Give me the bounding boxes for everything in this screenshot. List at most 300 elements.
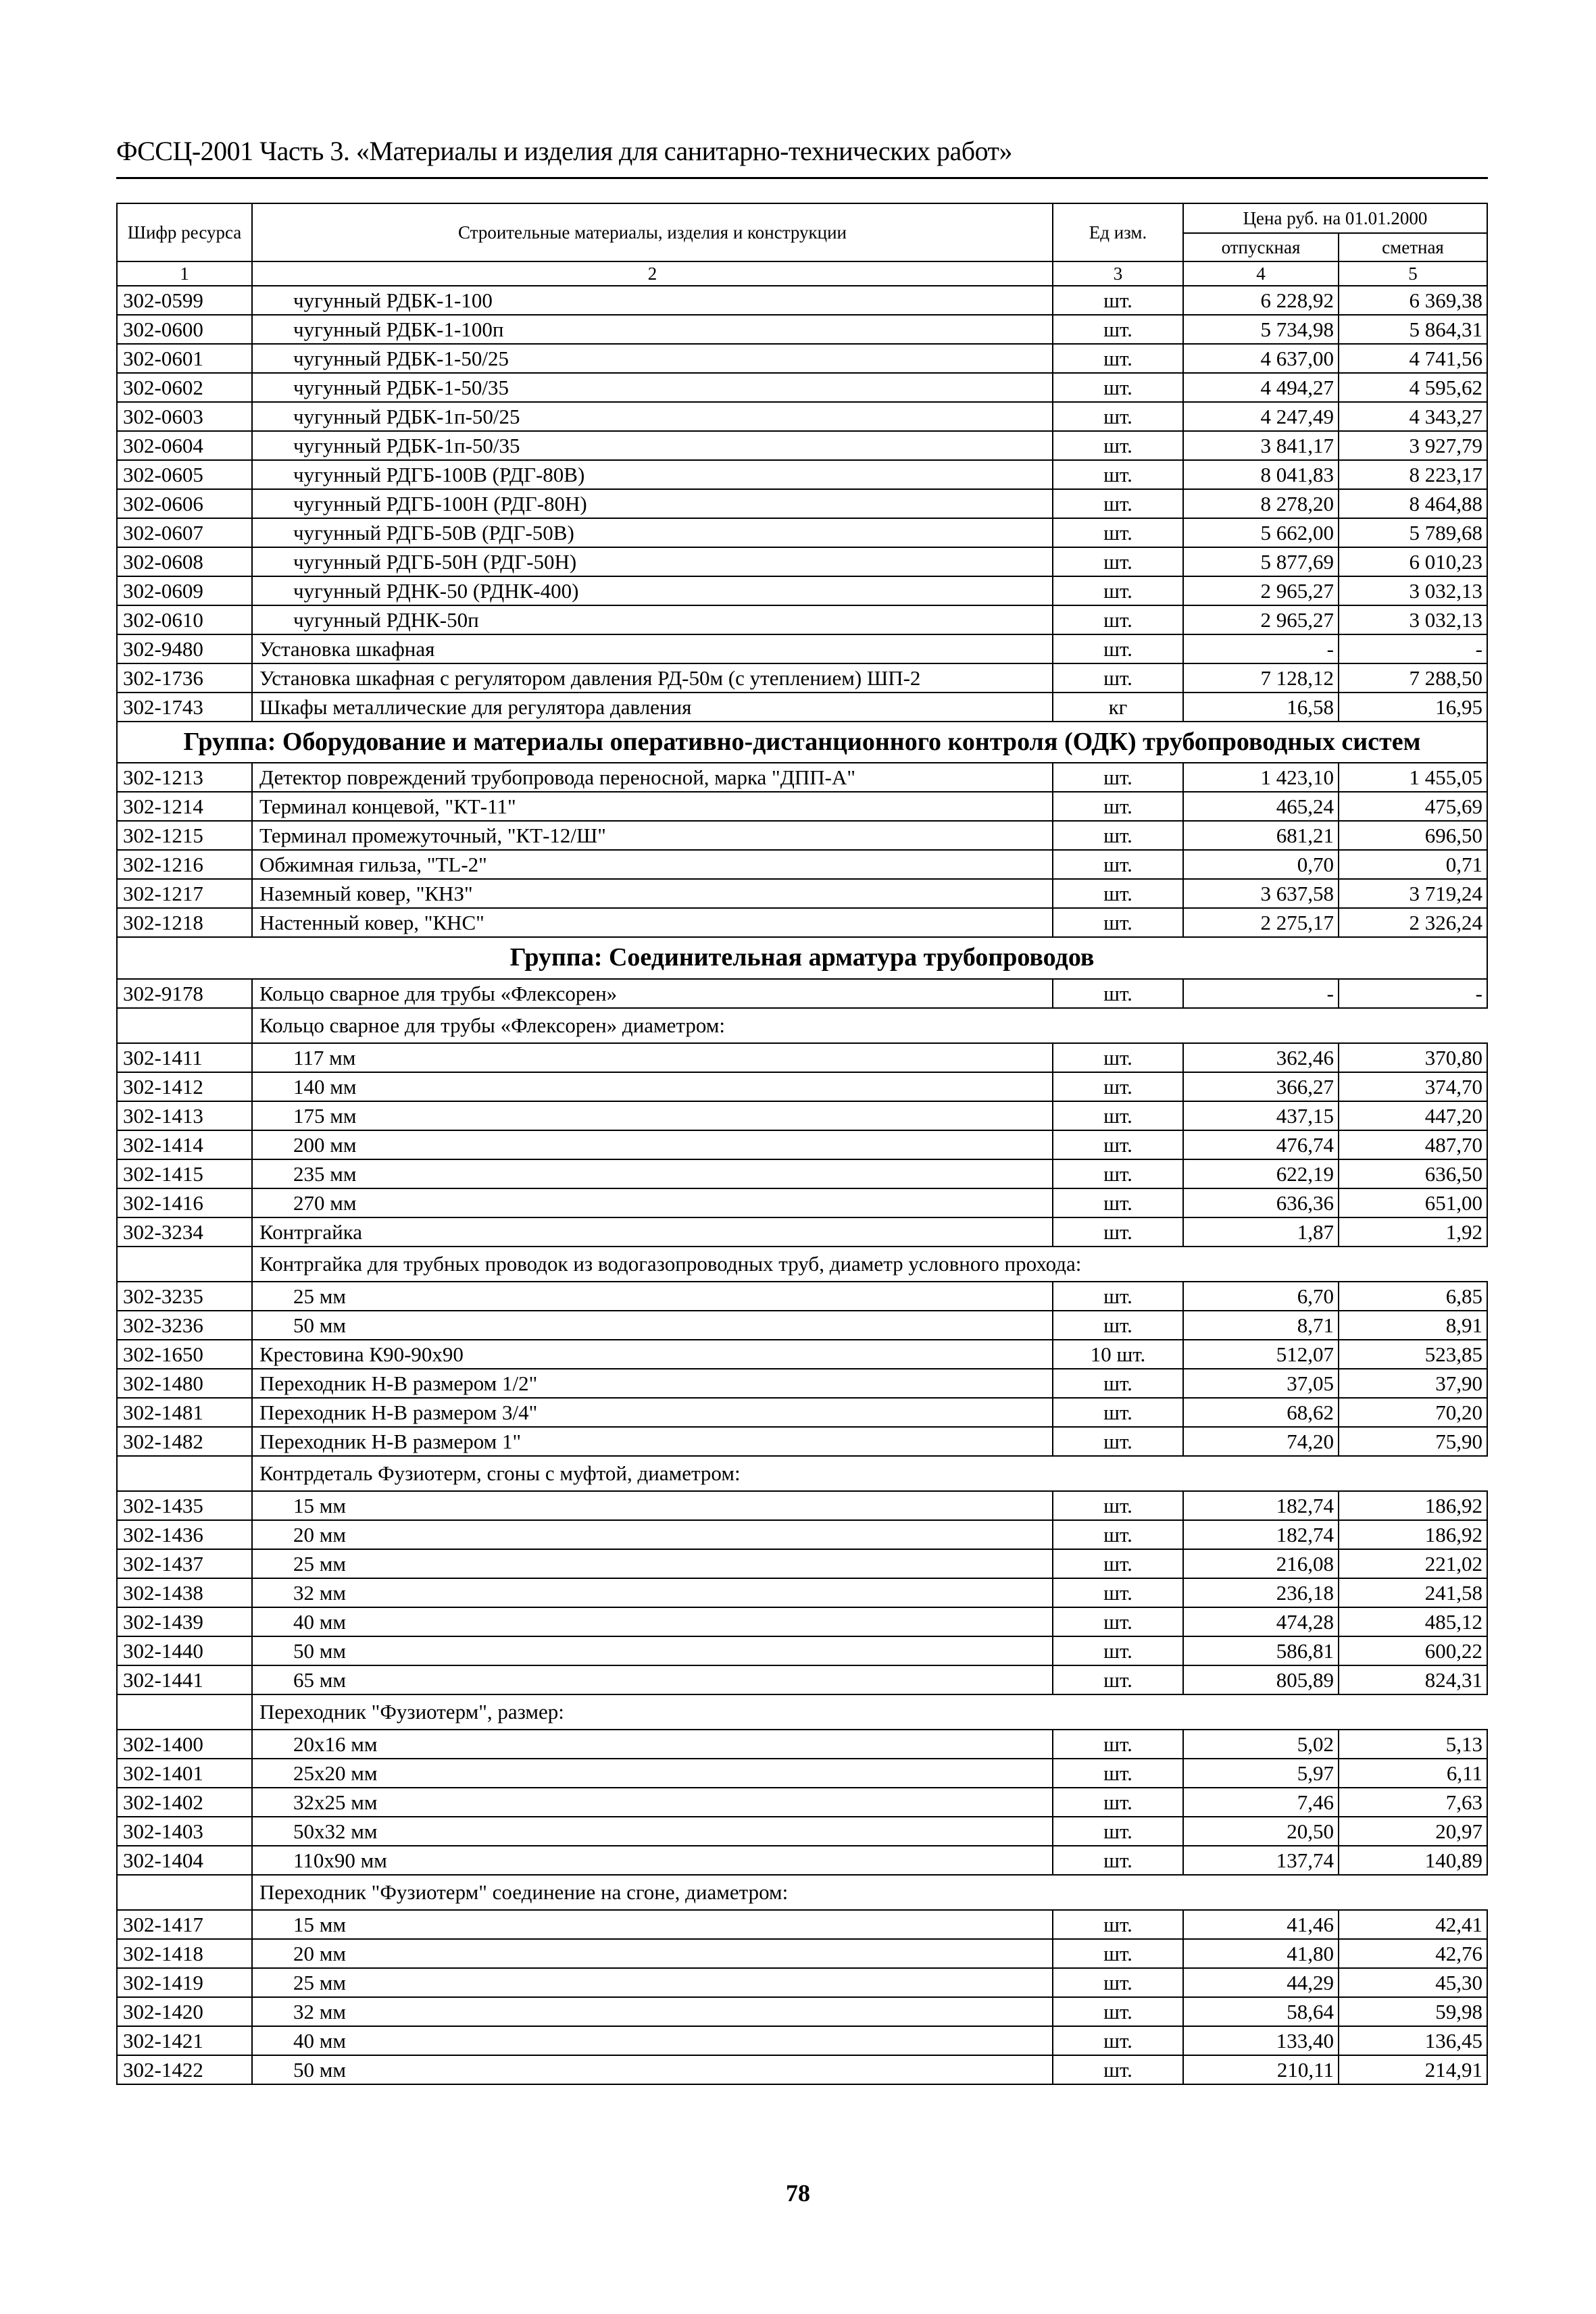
- material-name: Терминал концевой, "КТ-11": [252, 792, 1053, 821]
- table-row: [117, 763, 1487, 792]
- table-row: [117, 1427, 1487, 1456]
- price-estimate: 5,13: [1339, 1730, 1487, 1759]
- material-name: 25 мм: [252, 1968, 1053, 1997]
- price-estimate: 6 369,38: [1339, 286, 1487, 315]
- price-release: 5 734,98: [1183, 315, 1339, 344]
- table-row: [117, 1340, 1487, 1369]
- unit: шт.: [1053, 489, 1183, 518]
- resource-code: 302-1436: [117, 1520, 252, 1549]
- subheader-row: [117, 1008, 1487, 1043]
- price-estimate: 1,92: [1339, 1217, 1487, 1247]
- price-release: 7 128,12: [1183, 663, 1339, 693]
- unit: шт.: [1053, 792, 1183, 821]
- table-row: [117, 1311, 1487, 1340]
- resource-code: 302-0602: [117, 373, 252, 402]
- material-name: 32 мм: [252, 1997, 1053, 2026]
- subheader-row: [117, 1247, 1487, 1282]
- price-estimate: 59,98: [1339, 1997, 1487, 2026]
- resource-code: 302-1743: [117, 693, 252, 722]
- resource-code: 302-1481: [117, 1398, 252, 1427]
- material-name: Переходник Н-В размером 1": [252, 1427, 1053, 1456]
- price-estimate: 5 864,31: [1339, 315, 1487, 344]
- price-estimate: 4 343,27: [1339, 402, 1487, 431]
- resource-code: 302-1421: [117, 2026, 252, 2055]
- group-title: Группа: Оборудование и материалы оперативно-дистанционного контроля (ОДК) трубопроводных систем: [117, 722, 1487, 763]
- resource-code: 302-1650: [117, 1340, 252, 1369]
- price-estimate: 2 326,24: [1339, 908, 1487, 937]
- resource-code: 302-3234: [117, 1217, 252, 1247]
- price-release: 4 637,00: [1183, 344, 1339, 373]
- price-release: 4 247,49: [1183, 402, 1339, 431]
- price-estimate: -: [1339, 634, 1487, 663]
- table-row: [117, 315, 1487, 344]
- table-row: [117, 344, 1487, 373]
- price-estimate: 475,69: [1339, 792, 1487, 821]
- material-name: 25х20 мм: [252, 1759, 1053, 1788]
- table-row: [117, 576, 1487, 605]
- table-row: [117, 1398, 1487, 1427]
- price-estimate: 42,76: [1339, 1939, 1487, 1968]
- price-estimate: 487,70: [1339, 1130, 1487, 1159]
- table-row: [117, 1846, 1487, 1875]
- column-header-price-estimate: сметная: [1339, 233, 1487, 261]
- price-estimate: 5 789,68: [1339, 518, 1487, 547]
- price-release: 8 278,20: [1183, 489, 1339, 518]
- price-release: 465,24: [1183, 792, 1339, 821]
- table-row: [117, 663, 1487, 693]
- price-release: 20,50: [1183, 1817, 1339, 1846]
- resource-code: 302-1418: [117, 1939, 252, 1968]
- price-estimate: -: [1339, 979, 1487, 1008]
- column-number: 2: [252, 261, 1053, 286]
- unit: 10 шт.: [1053, 1340, 1183, 1369]
- table-row: [117, 1817, 1487, 1846]
- price-release: 5 662,00: [1183, 518, 1339, 547]
- price-estimate: 651,00: [1339, 1188, 1487, 1217]
- material-name: чугунный РДГБ-50В (РДГ-50В): [252, 518, 1053, 547]
- resource-code: 302-9178: [117, 979, 252, 1008]
- table-row: [117, 402, 1487, 431]
- material-name: чугунный РДНК-50 (РДНК-400): [252, 576, 1053, 605]
- price-estimate: 696,50: [1339, 821, 1487, 850]
- table-row: [117, 460, 1487, 489]
- unit: шт.: [1053, 763, 1183, 792]
- price-estimate: 485,12: [1339, 1607, 1487, 1636]
- price-estimate: 1 455,05: [1339, 763, 1487, 792]
- price-estimate: 45,30: [1339, 1968, 1487, 1997]
- price-release: 586,81: [1183, 1636, 1339, 1665]
- price-estimate: 6 010,23: [1339, 547, 1487, 576]
- table-row: [117, 373, 1487, 402]
- resource-code: 302-1417: [117, 1910, 252, 1939]
- price-release: 5,02: [1183, 1730, 1339, 1759]
- page-number: 78: [786, 2180, 810, 2207]
- material-name: чугунный РДБК-1-100п: [252, 315, 1053, 344]
- table-row: [117, 1968, 1487, 1997]
- resource-code: 302-1215: [117, 821, 252, 850]
- table-row: [117, 1636, 1487, 1665]
- group-title: Группа: Соединительная арматура трубопроводов: [117, 937, 1487, 978]
- material-name: Переходник Н-В размером 1/2": [252, 1369, 1053, 1398]
- price-release: 2 965,27: [1183, 576, 1339, 605]
- resource-code: 302-1415: [117, 1159, 252, 1188]
- price-estimate: 3 719,24: [1339, 879, 1487, 908]
- resource-code: 302-0607: [117, 518, 252, 547]
- unit: шт.: [1053, 1846, 1183, 1875]
- unit: шт.: [1053, 1282, 1183, 1311]
- unit: шт.: [1053, 1491, 1183, 1520]
- price-release: 805,89: [1183, 1665, 1339, 1694]
- material-name: 50 мм: [252, 2055, 1053, 2084]
- material-name: 117 мм: [252, 1043, 1053, 1072]
- material-name: 20 мм: [252, 1520, 1053, 1549]
- subheader-text: Переходник "Фузиотерм" соединение на сгоне, диаметром:: [252, 1875, 1487, 1910]
- price-release: 210,11: [1183, 2055, 1339, 2084]
- unit: шт.: [1053, 1636, 1183, 1665]
- material-name: Шкафы металлические для регулятора давления: [252, 693, 1053, 722]
- table-row: [117, 2055, 1487, 2084]
- price-release: 41,80: [1183, 1939, 1339, 1968]
- unit: шт.: [1053, 1968, 1183, 1997]
- unit: шт.: [1053, 908, 1183, 937]
- resource-code: 302-1218: [117, 908, 252, 937]
- resource-code: 302-0599: [117, 286, 252, 315]
- price-estimate: 7,63: [1339, 1788, 1487, 1817]
- column-header-code: Шифр ресурса: [117, 203, 252, 261]
- unit: шт.: [1053, 1788, 1183, 1817]
- unit: шт.: [1053, 431, 1183, 460]
- table-row: [117, 1665, 1487, 1694]
- unit: шт.: [1053, 1939, 1183, 1968]
- unit: шт.: [1053, 402, 1183, 431]
- price-estimate: 523,85: [1339, 1340, 1487, 1369]
- table-row: [117, 1788, 1487, 1817]
- material-name: Установка шкафная: [252, 634, 1053, 663]
- material-name: 15 мм: [252, 1491, 1053, 1520]
- table-row: [117, 1578, 1487, 1607]
- table-row: [117, 1130, 1487, 1159]
- resource-code: 302-1413: [117, 1101, 252, 1130]
- unit: шт.: [1053, 1520, 1183, 1549]
- table-row: [117, 850, 1487, 879]
- subheader-text: Кольцо сварное для трубы «Флексорен» диаметром:: [252, 1008, 1487, 1043]
- price-release: 37,05: [1183, 1369, 1339, 1398]
- unit: шт.: [1053, 1997, 1183, 2026]
- unit: шт.: [1053, 286, 1183, 315]
- table-row: [117, 1369, 1487, 1398]
- price-estimate: 374,70: [1339, 1072, 1487, 1101]
- subheader-text: Контргайка для трубных проводок из водогазопроводных труб, диаметр условного прохода:: [252, 1247, 1487, 1282]
- material-name: 40 мм: [252, 2026, 1053, 2055]
- price-estimate: 8 464,88: [1339, 489, 1487, 518]
- group-header-row: [117, 722, 1487, 763]
- price-release: 512,07: [1183, 1340, 1339, 1369]
- table-row: [117, 1549, 1487, 1578]
- price-estimate: 75,90: [1339, 1427, 1487, 1456]
- resource-code: 302-0604: [117, 431, 252, 460]
- resource-code: 302-1411: [117, 1043, 252, 1072]
- table-row: [117, 1188, 1487, 1217]
- price-estimate: 8,91: [1339, 1311, 1487, 1340]
- resource-code: 302-1435: [117, 1491, 252, 1520]
- table-row: [117, 2026, 1487, 2055]
- table-row: [117, 1730, 1487, 1759]
- resource-code: 302-1422: [117, 2055, 252, 2084]
- price-release: 41,46: [1183, 1910, 1339, 1939]
- subheader-text: Переходник "Фузиотерм", размер:: [252, 1694, 1487, 1730]
- unit: шт.: [1053, 821, 1183, 850]
- price-estimate: 3 032,13: [1339, 576, 1487, 605]
- price-release: 58,64: [1183, 1997, 1339, 2026]
- price-estimate: 7 288,50: [1339, 663, 1487, 693]
- price-estimate: 37,90: [1339, 1369, 1487, 1398]
- material-name: чугунный РДБК-1-50/25: [252, 344, 1053, 373]
- price-release: 182,74: [1183, 1491, 1339, 1520]
- material-name: 50 мм: [252, 1311, 1053, 1340]
- table-row: [117, 1910, 1487, 1939]
- resource-code: 302-1412: [117, 1072, 252, 1101]
- price-release: 437,15: [1183, 1101, 1339, 1130]
- unit: шт.: [1053, 605, 1183, 634]
- price-release: 8,71: [1183, 1311, 1339, 1340]
- material-name: 140 мм: [252, 1072, 1053, 1101]
- price-release: 476,74: [1183, 1130, 1339, 1159]
- resource-code: 302-0600: [117, 315, 252, 344]
- material-name: чугунный РДБК-1п-50/25: [252, 402, 1053, 431]
- unit: шт.: [1053, 1101, 1183, 1130]
- resource-code: 302-3236: [117, 1311, 252, 1340]
- resource-code: 302-1401: [117, 1759, 252, 1788]
- table-row: [117, 634, 1487, 663]
- table-row: [117, 1101, 1487, 1130]
- price-release: -: [1183, 634, 1339, 663]
- resource-code: 302-1404: [117, 1846, 252, 1875]
- table-row: [117, 1159, 1487, 1188]
- resource-code: 302-1402: [117, 1788, 252, 1817]
- price-release: 8 041,83: [1183, 460, 1339, 489]
- price-estimate: 6,11: [1339, 1759, 1487, 1788]
- price-estimate: 370,80: [1339, 1043, 1487, 1072]
- column-header-unit: Ед изм.: [1053, 203, 1183, 261]
- price-release: 362,46: [1183, 1043, 1339, 1072]
- material-name: Детектор повреждений трубопровода переносной, марка "ДПП-А": [252, 763, 1053, 792]
- column-number: 5: [1339, 261, 1487, 286]
- resource-code: 302-0610: [117, 605, 252, 634]
- unit: шт.: [1053, 1607, 1183, 1636]
- price-release: 44,29: [1183, 1968, 1339, 1997]
- price-release: 182,74: [1183, 1520, 1339, 1549]
- unit: шт.: [1053, 1427, 1183, 1456]
- table-row: [117, 821, 1487, 850]
- unit: шт.: [1053, 1130, 1183, 1159]
- price-estimate: 20,97: [1339, 1817, 1487, 1846]
- price-estimate: 3 032,13: [1339, 605, 1487, 634]
- unit: шт.: [1053, 2026, 1183, 2055]
- table-row: [117, 1043, 1487, 1072]
- price-release: 1 423,10: [1183, 763, 1339, 792]
- resource-code: 302-1213: [117, 763, 252, 792]
- column-number: 1: [117, 261, 252, 286]
- unit: шт.: [1053, 634, 1183, 663]
- price-release: 74,20: [1183, 1427, 1339, 1456]
- price-release: 133,40: [1183, 2026, 1339, 2055]
- empty-code-cell: [117, 1694, 252, 1730]
- material-name: 50х32 мм: [252, 1817, 1053, 1846]
- resource-code: 302-1416: [117, 1188, 252, 1217]
- price-estimate: 824,31: [1339, 1665, 1487, 1694]
- price-estimate: 241,58: [1339, 1578, 1487, 1607]
- unit: шт.: [1053, 1910, 1183, 1939]
- price-release: 2 965,27: [1183, 605, 1339, 634]
- unit: шт.: [1053, 1578, 1183, 1607]
- material-name: Наземный ковер, "КНЗ": [252, 879, 1053, 908]
- empty-code-cell: [117, 1247, 252, 1282]
- unit: шт.: [1053, 1369, 1183, 1398]
- resource-code: 302-0605: [117, 460, 252, 489]
- material-name: 40 мм: [252, 1607, 1053, 1636]
- resource-code: 302-0603: [117, 402, 252, 431]
- table-row: [117, 286, 1487, 315]
- unit: шт.: [1053, 1398, 1183, 1427]
- price-release: 3 841,17: [1183, 431, 1339, 460]
- price-estimate: 4 741,56: [1339, 344, 1487, 373]
- resource-code: 302-1419: [117, 1968, 252, 1997]
- unit: шт.: [1053, 2055, 1183, 2084]
- unit: шт.: [1053, 1549, 1183, 1578]
- unit: шт.: [1053, 344, 1183, 373]
- resource-code: 302-9480: [117, 634, 252, 663]
- column-number: 3: [1053, 261, 1183, 286]
- unit: шт.: [1053, 979, 1183, 1008]
- material-name: чугунный РДНК-50п: [252, 605, 1053, 634]
- material-name: 15 мм: [252, 1910, 1053, 1939]
- table-row: [117, 605, 1487, 634]
- material-name: Обжимная гильза, "TL-2": [252, 850, 1053, 879]
- price-estimate: 636,50: [1339, 1159, 1487, 1188]
- resource-code: 302-0609: [117, 576, 252, 605]
- price-release: 5 877,69: [1183, 547, 1339, 576]
- table-row: [117, 431, 1487, 460]
- price-release: 137,74: [1183, 1846, 1339, 1875]
- table-row: [117, 908, 1487, 937]
- table-row: [117, 1217, 1487, 1247]
- resource-code: 302-1480: [117, 1369, 252, 1398]
- material-name: чугунный РДБК-1-100: [252, 286, 1053, 315]
- table-row: [117, 693, 1487, 722]
- price-release: 6 228,92: [1183, 286, 1339, 315]
- resource-code: 302-1414: [117, 1130, 252, 1159]
- subheader-row: [117, 1875, 1487, 1910]
- table-row: [117, 1491, 1487, 1520]
- price-estimate: 16,95: [1339, 693, 1487, 722]
- resource-code: 302-1438: [117, 1578, 252, 1607]
- unit: шт.: [1053, 1817, 1183, 1846]
- column-number: 4: [1183, 261, 1339, 286]
- unit: шт.: [1053, 879, 1183, 908]
- unit: шт.: [1053, 1759, 1183, 1788]
- unit: шт.: [1053, 547, 1183, 576]
- column-header-name: Строительные материалы, изделия и конструкции: [252, 203, 1053, 261]
- table-row: [117, 979, 1487, 1008]
- price-estimate: 186,92: [1339, 1520, 1487, 1549]
- price-estimate: 221,02: [1339, 1549, 1487, 1578]
- material-name: 20х16 мм: [252, 1730, 1053, 1759]
- resource-code: 302-1217: [117, 879, 252, 908]
- unit: шт.: [1053, 1217, 1183, 1247]
- material-name: 110х90 мм: [252, 1846, 1053, 1875]
- group-header-row: [117, 937, 1487, 978]
- document-title: ФССЦ-2001 Часть 3. «Материалы и изделия для санитарно-технических работ»: [116, 136, 1013, 166]
- resource-code: 302-1400: [117, 1730, 252, 1759]
- resource-code: 302-1439: [117, 1607, 252, 1636]
- resource-code: 302-1420: [117, 1997, 252, 2026]
- material-name: Настенный ковер, "КНС": [252, 908, 1053, 937]
- price-estimate: 6,85: [1339, 1282, 1487, 1311]
- table-row: [117, 1520, 1487, 1549]
- material-name: Контргайка: [252, 1217, 1053, 1247]
- unit: шт.: [1053, 1311, 1183, 1340]
- material-name: 25 мм: [252, 1282, 1053, 1311]
- table-row: [117, 1282, 1487, 1311]
- material-name: Кольцо сварное для трубы «Флексорен»: [252, 979, 1053, 1008]
- price-estimate: 214,91: [1339, 2055, 1487, 2084]
- price-release: -: [1183, 979, 1339, 1008]
- price-estimate: 140,89: [1339, 1846, 1487, 1875]
- price-estimate: 600,22: [1339, 1636, 1487, 1665]
- price-release: 216,08: [1183, 1549, 1339, 1578]
- material-name: 25 мм: [252, 1549, 1053, 1578]
- price-estimate: 3 927,79: [1339, 431, 1487, 460]
- price-release: 0,70: [1183, 850, 1339, 879]
- table-row: [117, 792, 1487, 821]
- material-name: Терминал промежуточный, "КТ-12/Ш": [252, 821, 1053, 850]
- price-estimate: 4 595,62: [1339, 373, 1487, 402]
- table-row: [117, 1997, 1487, 2026]
- subheader-row: [117, 1456, 1487, 1491]
- material-name: чугунный РДГБ-100Н (РДГ-80Н): [252, 489, 1053, 518]
- unit: шт.: [1053, 460, 1183, 489]
- price-estimate: 186,92: [1339, 1491, 1487, 1520]
- unit: шт.: [1053, 850, 1183, 879]
- price-estimate: 70,20: [1339, 1398, 1487, 1427]
- price-release: 4 494,27: [1183, 373, 1339, 402]
- resource-code: 302-0601: [117, 344, 252, 373]
- price-release: 2 275,17: [1183, 908, 1339, 937]
- unit: шт.: [1053, 1188, 1183, 1217]
- resource-code: 302-3235: [117, 1282, 252, 1311]
- unit: шт.: [1053, 576, 1183, 605]
- material-name: чугунный РДБК-1-50/35: [252, 373, 1053, 402]
- table-row: [117, 518, 1487, 547]
- price-release: 1,87: [1183, 1217, 1339, 1247]
- table-row: [117, 1939, 1487, 1968]
- price-release: 622,19: [1183, 1159, 1339, 1188]
- subheader-row: [117, 1694, 1487, 1730]
- material-name: 270 мм: [252, 1188, 1053, 1217]
- price-release: 366,27: [1183, 1072, 1339, 1101]
- price-estimate: 136,45: [1339, 2026, 1487, 2055]
- unit: шт.: [1053, 518, 1183, 547]
- unit: шт.: [1053, 373, 1183, 402]
- material-name: Переходник Н-В размером 3/4": [252, 1398, 1053, 1427]
- price-estimate: 42,41: [1339, 1910, 1487, 1939]
- title-divider: [116, 177, 1488, 179]
- unit: шт.: [1053, 663, 1183, 693]
- price-release: 236,18: [1183, 1578, 1339, 1607]
- material-name: 65 мм: [252, 1665, 1053, 1694]
- price-release: 68,62: [1183, 1398, 1339, 1427]
- resource-code: 302-1440: [117, 1636, 252, 1665]
